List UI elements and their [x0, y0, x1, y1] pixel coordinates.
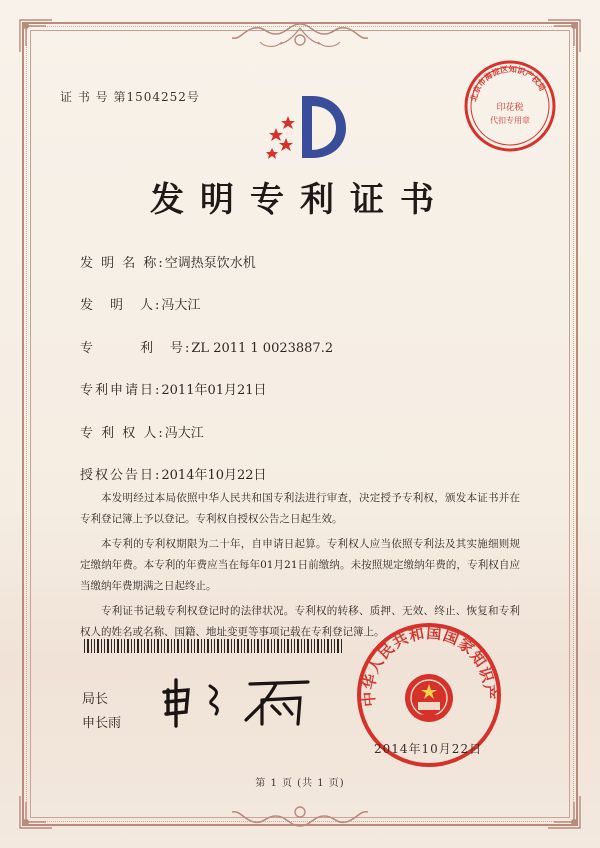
tax-stamp: [462, 58, 558, 158]
corner-ornament-tl: [16, 16, 56, 56]
field-value: 冯大江: [161, 298, 201, 313]
field-label: 专 利 权 人:: [80, 426, 165, 441]
field-value: 冯大江: [164, 426, 204, 441]
field-label: 专 利 号:: [80, 341, 192, 356]
field-label: 发 明 名 称:: [80, 256, 165, 271]
svg-text:印花税: 印花税: [496, 103, 524, 113]
field-label: 授权公告日:: [80, 468, 162, 483]
field-value: 2014年10月22日: [161, 468, 267, 483]
patent-office-logo: [262, 88, 352, 172]
body-paragraph: 本发明经过本局依照中华人民共和国专利法进行审查，决定授予专利权，颁发本证书并在专利登记簿上予以登记。专利权自授权公告之日起生效。: [80, 492, 520, 525]
certificate-number: 证 书 号 第1504252号: [60, 90, 200, 104]
body-paragraph: 专利证书记载专利权登记时的法律状况。专利权的转移、质押、无效、终止、恢复和专利权人的姓名或名称、国籍、地址变更等事项记载在专利登记簿上。: [80, 605, 520, 638]
svg-text:中华人民共和国国家知识产权局: 中华人民共和国国家知识产: [359, 623, 499, 708]
field-value: ZL 2011 1 0023887.2: [191, 341, 334, 356]
bottom-ornament: [230, 800, 370, 830]
page-title: 发明专利证书: [150, 180, 450, 220]
field-inventor: [80, 294, 200, 313]
svg-text:北京市海淀区知识产权局: 北京市海淀区知识产权局: [469, 64, 548, 103]
field-grant-date: [80, 464, 267, 483]
field-patentee: [80, 422, 204, 441]
corner-ornament-br: [544, 792, 584, 832]
signatory-role: 局长: [82, 692, 109, 707]
signatory-name: 申长雨: [82, 716, 122, 731]
seal-date: 2014年10月22日: [374, 742, 483, 756]
page-footer: 第 1 页 (共 1 页): [255, 778, 345, 789]
field-filing-date: [80, 379, 267, 398]
barcode: [84, 639, 344, 653]
field-label: 专利申请日:: [80, 383, 162, 398]
body-paragraph: 本专利的专利权期限为二十年，自申请日起算。专利权人应当依照专利法及其实施细则规定缴纳年费。本专利的年费应当在每年01月21日前缴纳。未按照规定缴纳年费的，专利权自应当缴纳年费期满之日起终止。: [80, 538, 520, 592]
corner-ornament-tr: [544, 16, 584, 56]
field-invention-name: [80, 252, 256, 271]
svg-text:代扣专用章: 代扣专用章: [490, 116, 530, 125]
field-value: 空调热泵饮水机: [164, 256, 256, 271]
handwritten-signature: [160, 670, 320, 734]
field-patent-number: [80, 337, 333, 356]
field-label: 发 明 人:: [80, 298, 162, 313]
corner-ornament-bl: [16, 792, 56, 832]
field-value: 2011年01月21日: [161, 383, 267, 398]
top-ornament: [230, 20, 370, 54]
